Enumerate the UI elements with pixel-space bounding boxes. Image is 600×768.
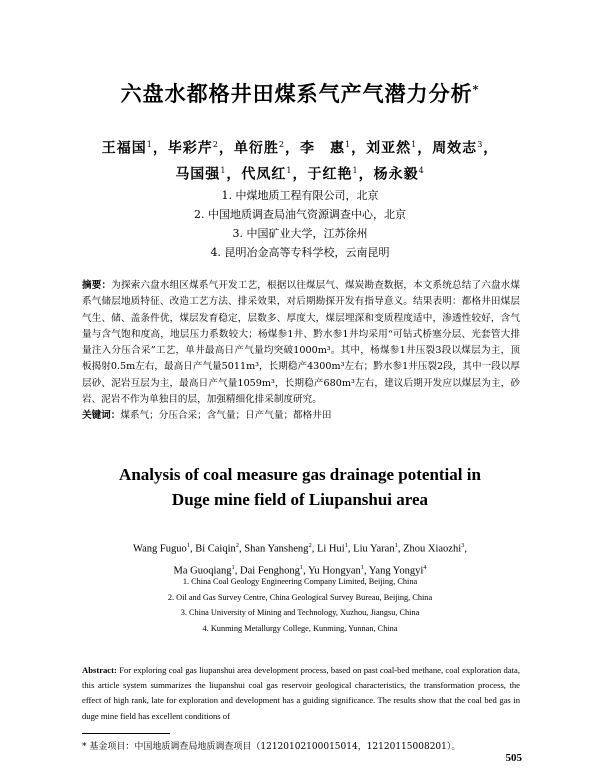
- author-separator: ,: [303, 565, 308, 576]
- author-affiliation-mark: 4: [418, 165, 425, 175]
- page-number: 505: [505, 752, 522, 764]
- affiliation-en: 4. Kunming Metallurgy College, Kunming, Yunnan, China: [202, 623, 398, 633]
- author-name: 马国强: [175, 166, 221, 183]
- author-name: Zhou Xiaozhi: [403, 543, 462, 555]
- author-line: [60, 134, 540, 160]
- author-name: Yang Yongyi: [368, 565, 424, 576]
- author-affiliation-mark: 1: [360, 563, 364, 571]
- author-line: [60, 160, 540, 186]
- keywords-cn-text: 煤系气；分压合采；含气量；日产气量；都格井田: [120, 410, 332, 422]
- affiliations-cn: [60, 186, 540, 262]
- author-name: 毕彩芹: [167, 140, 213, 157]
- title-en: [0, 462, 600, 512]
- author-separator: ，: [483, 140, 499, 157]
- author-separator: ，: [226, 166, 242, 183]
- author-name: 杨永毅: [373, 166, 419, 183]
- affiliation-en: 2. Oil and Gas Survey Centre, China Geological Survey Bureau, Beijing, China: [167, 592, 433, 602]
- abstract-cn-label: 摘要：: [82, 280, 112, 291]
- author-affiliation-mark: 1: [344, 542, 348, 549]
- author-separator: ,: [397, 543, 404, 555]
- author-name: 单衍胜: [233, 140, 279, 157]
- author-name: 于红艳: [307, 166, 353, 183]
- author-separator: ,: [239, 543, 245, 555]
- author-affiliation-mark: 2: [308, 542, 312, 549]
- affiliation-en: 3. China University of Mining and Technology, Xuzhou, Jiangsu, China: [180, 608, 420, 617]
- author-separator: ，: [417, 140, 433, 157]
- author-affiliation-mark: 1: [186, 542, 190, 549]
- abstract-en: [82, 663, 520, 724]
- footnote: * 基金项目：中国地质调查局地质调查项目（12120102100015014，12120115008201）。: [82, 742, 461, 752]
- author-affiliation-mark: 1: [231, 563, 235, 571]
- author-affiliation-mark: 1: [146, 140, 153, 149]
- title-en-line-1: Analysis of coal measure gas drainage potential in: [119, 465, 481, 484]
- author-name: Ma Guoqiang: [173, 565, 232, 576]
- keywords-cn-label: 关键词：: [82, 410, 121, 422]
- abstract-en-label: Abstract:: [82, 665, 117, 675]
- author-name: Bi Caiqin: [195, 543, 236, 555]
- author-name: 王福国: [101, 140, 147, 157]
- author-separator: ，: [152, 140, 168, 157]
- author-affiliation-mark: 1: [411, 140, 418, 149]
- author-separator: ,: [189, 543, 196, 555]
- title-footnote-mark: *: [472, 83, 480, 96]
- author-name: Shan Yansheng: [244, 543, 309, 555]
- title-cn: [0, 78, 600, 108]
- author-affiliation-mark: 3: [477, 140, 484, 149]
- abstract-cn: [82, 278, 520, 425]
- author-name: Liu Yaran: [353, 543, 395, 555]
- author-affiliation-mark: 4: [423, 563, 427, 571]
- author-name: Yu Hongyan: [307, 565, 361, 576]
- author-separator: ，: [218, 140, 234, 157]
- affiliation-cn: 3. 中国矿业大学，江苏徐州: [232, 227, 368, 240]
- author-affiliation-mark: 2: [212, 140, 219, 149]
- author-separator: ,: [347, 543, 354, 555]
- abstract-cn-text: 为探索六盘水组区煤系气开发工艺，根据以往煤层气、煤炭勘查数据，本文系统总结了六盘水煤系气储层地质特征、改造工艺方法、排采效果，对后期勘探开发有指导意义。结果表明：都格井田煤层气生、储、盖条件优，煤层发育稳定，层数多、厚度大，煤层埋深和变质程度适中，渗透性较好，含气量与含气饱和度高，地层压力系数较大；杨煤参1井、黔水参1井均采用“可钻式桥塞分层、光套管大排量注入分压合采”工艺，单井最高日产气量均突破1000m³。其中，杨煤参1井压裂3段以煤层为主，顶板揭射0.5m左右，最高日产气量5011m³，长期稳产4300m³左右；黔水参1井压裂2段，其中一段以厚层砂、泥岩互层为主，最高日产气量1059m³，长期稳产680m³左右，建议后期开发应以煤层为主，砂岩、泥岩不作为单独目的层，加强精细化排采制度研究。: [82, 280, 521, 406]
- author-separator: ，: [351, 140, 367, 157]
- author-affiliation-mark: 1: [345, 140, 352, 149]
- abstract-en-text: For exploring coal gas liupanshui area development process, based on past coal-bed methane, coal exploration data, this article system summarizes the liupanshui coal gas reservoir geological characteristics, the transformation process, the effect of high rank, late for exploration and development has a guiding significance. The results show that the coal bed gas in duge mine field has excellent conditions of: [82, 665, 521, 721]
- affiliation-cn: 1. 中煤地质工程有限公司，北京: [221, 189, 379, 202]
- author-affiliation-mark: 1: [220, 165, 227, 175]
- author-affiliation-mark: 1: [286, 165, 293, 175]
- affiliation-cn: 4. 昆明冶金高等专科学校，云南昆明: [210, 246, 390, 259]
- author-separator: ,: [311, 543, 317, 555]
- affiliation-en: 1. China Coal Geology Engineering Company Limited, Beijing, China: [182, 577, 418, 586]
- author-separator: ,: [364, 565, 369, 576]
- title-cn-text: 六盘水都格井田煤系气产气潜力分析: [120, 81, 473, 106]
- author-affiliation-mark: 2: [235, 542, 239, 549]
- author-separator: ,: [464, 543, 467, 555]
- author-name: 代凤红: [241, 166, 287, 183]
- author-separator: ,: [234, 565, 241, 576]
- author-separator: ，: [358, 166, 374, 183]
- author-name: Dai Fenghong: [240, 565, 300, 576]
- author-name: 刘亚然: [366, 140, 412, 157]
- footnote-rule: [82, 733, 170, 734]
- author-affiliation-mark: 2: [278, 140, 285, 149]
- author-name: Li Hui: [316, 543, 345, 555]
- author-affiliation-mark: 3: [461, 542, 465, 549]
- author-affiliation-mark: 1: [299, 563, 304, 571]
- affiliations-en: [60, 574, 540, 636]
- author-affiliation-mark: 1: [394, 542, 398, 549]
- author-line: [60, 537, 540, 559]
- author-name: 李 惠: [300, 140, 345, 157]
- authors-cn: [60, 134, 540, 185]
- title-en-line-2: Duge mine field of Liupanshui area: [171, 490, 429, 509]
- author-separator: ，: [285, 140, 300, 157]
- author-affiliation-mark: 1: [352, 165, 359, 175]
- affiliation-cn: 2. 中国地质调查局油气资源调查中心，北京: [194, 208, 406, 221]
- author-separator: ，: [292, 166, 308, 183]
- author-name: Wang Fuguo: [133, 543, 187, 555]
- author-name: 周效志: [432, 140, 478, 157]
